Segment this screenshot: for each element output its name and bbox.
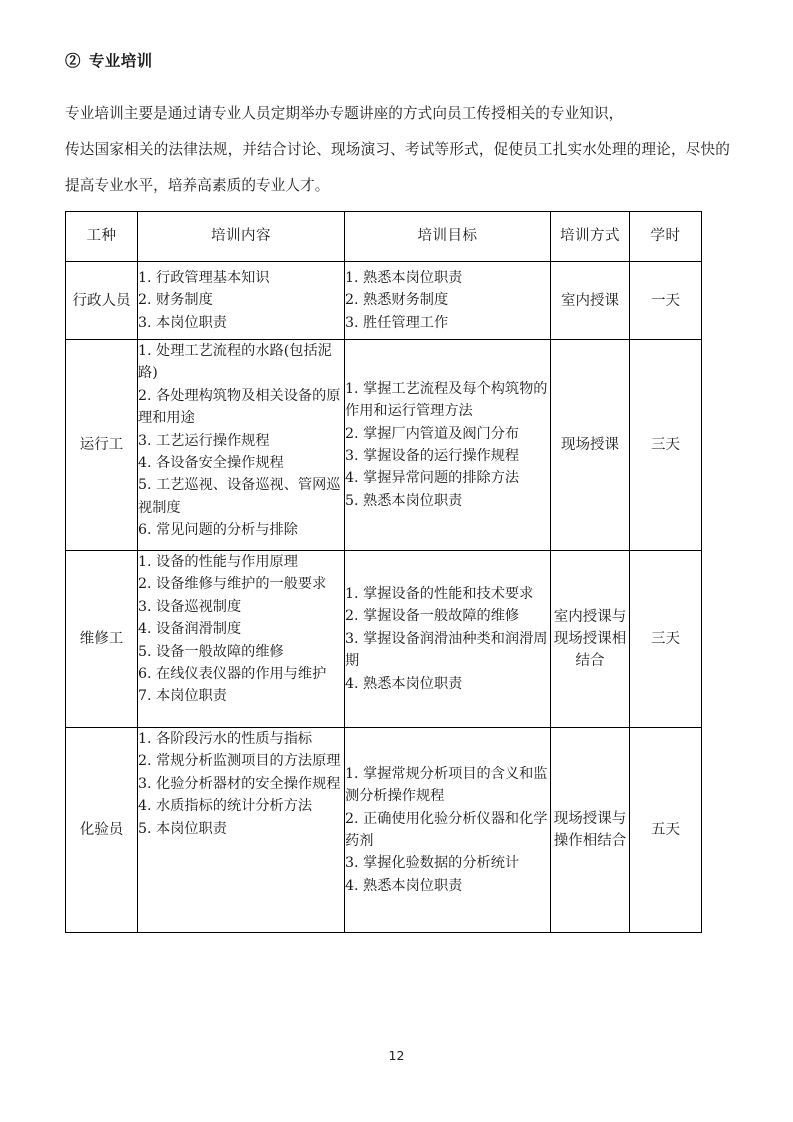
list-item: 2. 熟悉财务制度 xyxy=(345,292,449,309)
cell-method: 室内授课 xyxy=(551,262,630,340)
list-item: 4. 熟悉本岗位职责 xyxy=(345,877,463,894)
header-job-type: 工种 xyxy=(66,212,138,262)
list-item: 2. 正确使用化验分析仪器和化学药剂 xyxy=(345,810,548,849)
cell-method: 现场授课与操作相结合 xyxy=(551,728,630,933)
cell-goal xyxy=(345,340,551,551)
section-heading-text: 专业培训 xyxy=(88,51,153,70)
list-item: 5. 熟悉本岗位职责 xyxy=(345,492,463,509)
list-item: 6. 常见问题的分析与排除 xyxy=(138,522,298,539)
section-marker: ② xyxy=(65,51,81,70)
list-item: 4. 熟悉本岗位职责 xyxy=(345,675,463,692)
cell-job-type: 维修工 xyxy=(66,551,138,728)
list-item: 1. 处理工艺流程的水路(包括泥路) xyxy=(138,343,332,382)
list-item: 6. 在线仪表仪器的作用与维护 xyxy=(138,666,327,683)
table-row xyxy=(66,551,702,728)
list-item: 2. 常规分析监测项目的方法原理 xyxy=(138,753,341,770)
cell-hours: 五天 xyxy=(630,728,702,933)
table-row xyxy=(66,728,702,933)
cell-goal xyxy=(345,262,551,340)
list-item: 1. 掌握常规分析项目的含义和监测分析操作规程 xyxy=(345,765,548,805)
paragraph-2: 传达国家相关的法律法规，并结合讨论、现场演习、考试等形式，促使员工扎实水处理的理论，尽快的提高专业水平，培养高素质的专业人才。 xyxy=(65,141,730,194)
list-item: 7. 本岗位职责 xyxy=(138,688,227,705)
list-item: 2. 掌握设备一般故障的维修 xyxy=(345,608,520,625)
list-item: 4. 水质指标的统计分析方法 xyxy=(138,798,313,815)
table-row xyxy=(66,262,702,340)
list-item: 3. 掌握化验数据的分析统计 xyxy=(345,855,520,872)
cell-goal xyxy=(345,551,551,728)
list-item: 2. 设备维修与维护的一般要求 xyxy=(138,576,327,593)
list-item: 3. 掌握设备的运行操作规程 xyxy=(345,448,520,464)
list-item: 3. 掌握设备润滑油种类和润滑周期 xyxy=(345,630,548,670)
list-item: 2. 掌握厂内管道及阀门分布 xyxy=(345,425,520,442)
list-item: 2. 各处理构筑物及相关设备的原理和用途 xyxy=(138,387,341,427)
list-item: 1. 设备的性能与作用原理 xyxy=(138,554,298,570)
list-item: 3. 设备巡视制度 xyxy=(138,598,242,615)
table-row xyxy=(66,340,702,551)
list-item: 1. 掌握设备的性能和技术要求 xyxy=(345,585,534,602)
paragraph-1: 专业培训主要是通过请专业人员定期举办专题讲座的方式向员工传授相关的专业知识， xyxy=(65,105,624,122)
cell-hours: 一天 xyxy=(630,262,702,340)
list-item: 5. 设备一般故障的维修 xyxy=(138,643,284,660)
cell-job-type: 化验员 xyxy=(66,728,138,933)
list-item: 3. 本岗位职责 xyxy=(138,314,227,331)
list-item: 4. 设备润滑制度 xyxy=(138,621,242,638)
list-item: 3. 化验分析器材的安全操作规程 xyxy=(138,775,341,792)
header-content: 培训内容 xyxy=(138,212,345,262)
document-body xyxy=(65,48,730,210)
table-header-row xyxy=(66,212,702,262)
cell-hours: 三天 xyxy=(630,551,702,728)
list-item: 4. 各设备安全操作规程 xyxy=(138,455,284,472)
list-item: 1. 熟悉本岗位职责 xyxy=(345,269,463,286)
training-table-wrapper xyxy=(65,211,701,933)
cell-content xyxy=(138,340,345,551)
list-item: 3. 工艺运行操作规程 xyxy=(138,432,270,449)
paragraph-group xyxy=(65,96,730,204)
list-item: 5. 本岗位职责 xyxy=(138,820,227,837)
cell-job-type: 运行工 xyxy=(66,340,138,551)
cell-goal xyxy=(345,728,551,933)
cell-content xyxy=(138,728,345,933)
list-item: 1. 各阶段污水的性质与指标 xyxy=(138,731,313,747)
cell-method: 现场授课 xyxy=(551,340,630,551)
cell-content xyxy=(138,551,345,728)
cell-hours: 三天 xyxy=(630,340,702,551)
list-item: 4. 掌握异常问题的排除方法 xyxy=(345,470,520,487)
table-header xyxy=(66,212,702,262)
list-item: 1. 行政管理基本知识 xyxy=(138,269,270,286)
header-method: 培训方式 xyxy=(551,212,630,262)
list-item: 5. 工艺巡视、设备巡视、管网巡视制度 xyxy=(138,477,341,516)
header-hours: 学时 xyxy=(630,212,702,262)
cell-content xyxy=(138,262,345,340)
training-table xyxy=(65,211,702,933)
cell-job-type: 行政人员 xyxy=(66,262,138,340)
list-item: 1. 掌握工艺流程及每个构筑物的作用和运行管理方法 xyxy=(345,380,548,420)
section-heading xyxy=(65,48,730,74)
list-item: 3. 胜任管理工作 xyxy=(345,314,449,331)
table-body xyxy=(66,262,702,933)
page-number: 12 xyxy=(388,1048,405,1063)
header-goal: 培训目标 xyxy=(345,212,551,262)
list-item: 2. 财务制度 xyxy=(138,292,213,309)
cell-method: 室内授课与现场授课相结合 xyxy=(551,551,630,728)
